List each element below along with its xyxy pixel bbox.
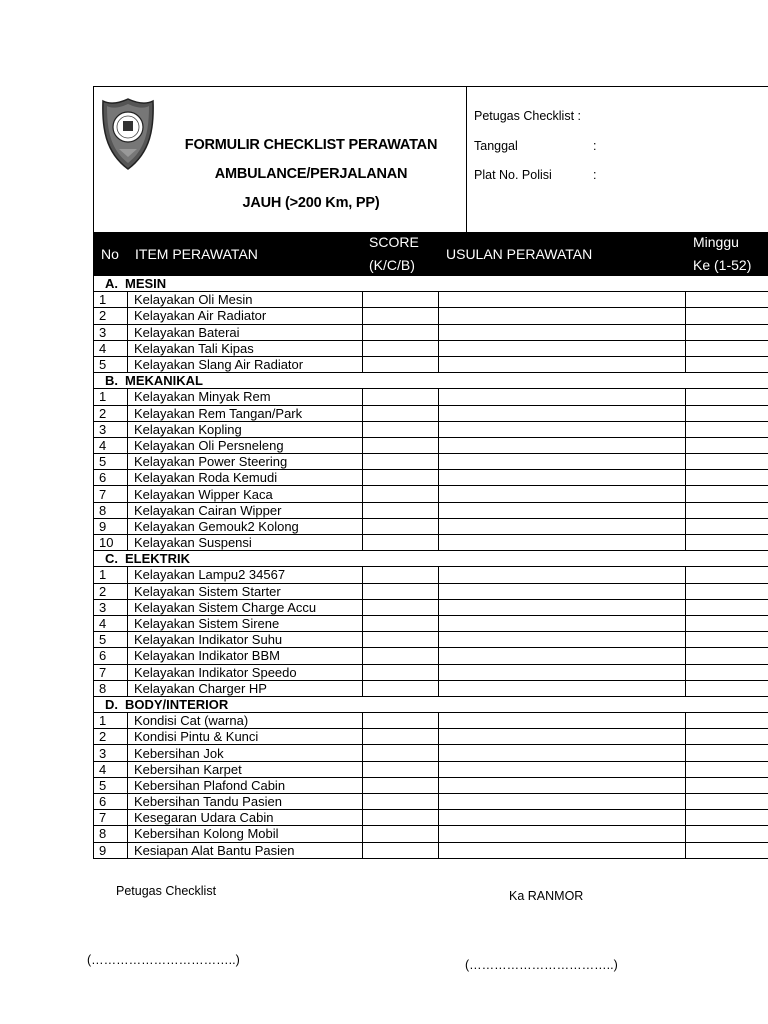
police-shield-emblem-icon [101, 97, 155, 171]
item-name: Kondisi Pintu & Kunci [128, 729, 363, 745]
header-divider [466, 87, 467, 232]
score-cell[interactable] [363, 794, 439, 810]
item-name: Kelayakan Gemouk2 Kolong [128, 518, 363, 534]
section-letter: A. [105, 276, 118, 292]
usulan-cell[interactable] [439, 405, 686, 421]
item-name: Kesegaran Udara Cabin [128, 810, 363, 826]
minggu-cell[interactable] [686, 842, 768, 858]
section-name: ELEKTRIK [125, 551, 190, 567]
usulan-cell[interactable] [439, 518, 686, 534]
row-number: 1 [94, 567, 128, 583]
score-cell[interactable] [363, 292, 439, 308]
usulan-cell[interactable] [439, 729, 686, 745]
score-cell[interactable] [363, 470, 439, 486]
usulan-cell[interactable] [439, 794, 686, 810]
column-minggu-sub: Ke (1-52) [693, 257, 752, 273]
minggu-cell[interactable] [686, 729, 768, 745]
column-usulan: USULAN PERAWATAN [446, 246, 593, 262]
form-title-line: JAUH (>200 Km, PP) [242, 195, 380, 211]
minggu-cell[interactable] [686, 761, 768, 777]
section-name: MESIN [125, 276, 167, 292]
section-letter: C. [105, 551, 118, 567]
usulan-cell[interactable] [439, 324, 686, 340]
checklist-table [93, 275, 768, 859]
checklist-form [93, 86, 768, 859]
table-row [94, 389, 768, 405]
score-cell[interactable] [363, 615, 439, 631]
row-number: 4 [94, 761, 128, 777]
usulan-cell[interactable] [439, 421, 686, 437]
table-row [94, 729, 768, 745]
table-row [94, 599, 768, 615]
minggu-cell[interactable] [686, 340, 768, 356]
usulan-cell[interactable] [439, 777, 686, 793]
item-name: Kondisi Cat (warna) [128, 713, 363, 729]
score-cell[interactable] [363, 745, 439, 761]
usulan-cell[interactable] [439, 842, 686, 858]
section-title [94, 276, 768, 292]
score-cell[interactable] [363, 648, 439, 664]
usulan-cell[interactable] [439, 680, 686, 696]
score-cell[interactable] [363, 421, 439, 437]
table-row [94, 324, 768, 340]
minggu-cell[interactable] [686, 713, 768, 729]
row-number: 8 [94, 680, 128, 696]
item-name: Kebersihan Kolong Mobil [128, 826, 363, 842]
row-number: 3 [94, 421, 128, 437]
row-number: 2 [94, 405, 128, 421]
usulan-cell[interactable] [439, 713, 686, 729]
column-item: ITEM PERAWATAN [135, 246, 258, 262]
form-title-line: AMBULANCE/PERJALANAN [214, 166, 408, 182]
table-row [94, 583, 768, 599]
petugas-field [474, 109, 581, 139]
score-cell[interactable] [363, 761, 439, 777]
table-row [94, 761, 768, 777]
table-row [94, 777, 768, 793]
item-name: Kebersihan Jok [128, 745, 363, 761]
usulan-cell[interactable] [439, 292, 686, 308]
table-row [94, 308, 768, 324]
score-cell[interactable] [363, 680, 439, 696]
table-row [94, 810, 768, 826]
item-name: Kelayakan Sistem Starter [128, 583, 363, 599]
minggu-cell[interactable] [686, 405, 768, 421]
minggu-cell[interactable] [686, 324, 768, 340]
row-number: 9 [94, 518, 128, 534]
item-name: Kelayakan Slang Air Radiator [128, 356, 363, 372]
score-cell[interactable] [363, 324, 439, 340]
table-row [94, 437, 768, 453]
score-cell[interactable] [363, 777, 439, 793]
signature-label-ranmor: Ka RANMOR [509, 889, 584, 903]
row-number: 5 [94, 356, 128, 372]
row-number: 7 [94, 486, 128, 502]
section-row [94, 276, 768, 292]
item-name: Kelayakan Cairan Wipper [128, 502, 363, 518]
row-number: 8 [94, 502, 128, 518]
field-colon: : [593, 168, 597, 182]
item-name: Kelayakan Indikator Suhu [128, 632, 363, 648]
score-cell[interactable] [363, 826, 439, 842]
section-row [94, 551, 768, 567]
score-cell[interactable] [363, 583, 439, 599]
table-header [93, 233, 768, 275]
minggu-cell[interactable] [686, 567, 768, 583]
item-name: Kesiapan Alat Bantu Pasien [128, 842, 363, 858]
minggu-cell[interactable] [686, 486, 768, 502]
row-number: 2 [94, 729, 128, 745]
signature-line-ranmor: (……………………………..) [465, 958, 618, 972]
minggu-cell[interactable] [686, 826, 768, 842]
minggu-cell[interactable] [686, 599, 768, 615]
form-info-fields [474, 109, 597, 198]
usulan-cell[interactable] [439, 356, 686, 372]
score-cell[interactable] [363, 599, 439, 615]
item-name: Kebersihan Tandu Pasien [128, 794, 363, 810]
table-row [94, 648, 768, 664]
row-number: 3 [94, 745, 128, 761]
minggu-cell[interactable] [686, 389, 768, 405]
minggu-cell[interactable] [686, 502, 768, 518]
usulan-cell[interactable] [439, 486, 686, 502]
score-cell[interactable] [363, 308, 439, 324]
score-cell[interactable] [363, 502, 439, 518]
item-name: Kelayakan Indikator Speedo [128, 664, 363, 680]
minggu-cell[interactable] [686, 292, 768, 308]
score-cell[interactable] [363, 535, 439, 551]
usulan-cell[interactable] [439, 502, 686, 518]
section-letter: B. [105, 373, 118, 389]
table-row [94, 340, 768, 356]
field-label: Plat No. Polisi [474, 168, 552, 182]
row-number: 1 [94, 389, 128, 405]
table-row [94, 680, 768, 696]
row-number: 6 [94, 794, 128, 810]
usulan-cell[interactable] [439, 567, 686, 583]
row-number: 6 [94, 470, 128, 486]
score-cell[interactable] [363, 713, 439, 729]
table-row [94, 518, 768, 534]
row-number: 6 [94, 648, 128, 664]
item-name: Kelayakan Roda Kemudi [128, 470, 363, 486]
row-number: 7 [94, 664, 128, 680]
table-row [94, 502, 768, 518]
item-name: Kebersihan Karpet [128, 761, 363, 777]
signature-line-petugas: (……………………………..) [87, 953, 240, 967]
minggu-cell[interactable] [686, 664, 768, 680]
item-name: Kelayakan Minyak Rem [128, 389, 363, 405]
minggu-cell[interactable] [686, 437, 768, 453]
section-name: MEKANIKAL [125, 373, 203, 389]
table-row [94, 421, 768, 437]
section-title [94, 551, 768, 567]
item-name: Kelayakan Oli Mesin [128, 292, 363, 308]
row-number: 4 [94, 437, 128, 453]
score-cell[interactable] [363, 518, 439, 534]
score-cell[interactable] [363, 389, 439, 405]
score-cell[interactable] [363, 405, 439, 421]
minggu-cell[interactable] [686, 583, 768, 599]
minggu-cell[interactable] [686, 632, 768, 648]
score-cell[interactable] [363, 437, 439, 453]
usulan-cell[interactable] [439, 389, 686, 405]
usulan-cell[interactable] [439, 340, 686, 356]
usulan-cell[interactable] [439, 761, 686, 777]
minggu-cell[interactable] [686, 535, 768, 551]
row-number: 1 [94, 713, 128, 729]
item-name: Kelayakan Sistem Charge Accu [128, 599, 363, 615]
usulan-cell[interactable] [439, 437, 686, 453]
item-name: Kelayakan Rem Tangan/Park [128, 405, 363, 421]
usulan-cell[interactable] [439, 308, 686, 324]
row-number: 4 [94, 340, 128, 356]
table-row [94, 664, 768, 680]
minggu-cell[interactable] [686, 648, 768, 664]
row-number: 5 [94, 632, 128, 648]
minggu-cell[interactable] [686, 454, 768, 470]
item-name: Kelayakan Kopling [128, 421, 363, 437]
usulan-cell[interactable] [439, 470, 686, 486]
score-cell[interactable] [363, 810, 439, 826]
column-score: SCORE [369, 234, 419, 250]
section-name: BODY/INTERIOR [125, 696, 229, 712]
item-name: Kelayakan Air Radiator [128, 308, 363, 324]
table-row [94, 745, 768, 761]
score-cell[interactable] [363, 842, 439, 858]
item-name: Kelayakan Sistem Sirene [128, 615, 363, 631]
score-cell[interactable] [363, 664, 439, 680]
minggu-cell[interactable] [686, 356, 768, 372]
row-number: 7 [94, 810, 128, 826]
usulan-cell[interactable] [439, 648, 686, 664]
item-name: Kelayakan Power Steering [128, 454, 363, 470]
item-name: Kebersihan Plafond Cabin [128, 777, 363, 793]
minggu-cell[interactable] [686, 421, 768, 437]
plat-no-field [474, 168, 597, 198]
usulan-cell[interactable] [439, 664, 686, 680]
score-cell[interactable] [363, 632, 439, 648]
section-title [94, 696, 768, 712]
minggu-cell[interactable] [686, 470, 768, 486]
score-cell[interactable] [363, 454, 439, 470]
table-row [94, 356, 768, 372]
table-row [94, 535, 768, 551]
table-row [94, 567, 768, 583]
usulan-cell[interactable] [439, 615, 686, 631]
table-row [94, 826, 768, 842]
table-row [94, 470, 768, 486]
table-row [94, 632, 768, 648]
table-row [94, 454, 768, 470]
row-number: 9 [94, 842, 128, 858]
minggu-cell[interactable] [686, 777, 768, 793]
column-no: No [101, 246, 119, 262]
row-number: 5 [94, 454, 128, 470]
usulan-cell[interactable] [439, 745, 686, 761]
table-row [94, 405, 768, 421]
row-number: 4 [94, 615, 128, 631]
table-row [94, 486, 768, 502]
row-number: 8 [94, 826, 128, 842]
minggu-cell[interactable] [686, 615, 768, 631]
minggu-cell[interactable] [686, 680, 768, 696]
score-cell[interactable] [363, 567, 439, 583]
table-row [94, 615, 768, 631]
row-number: 10 [94, 535, 128, 551]
usulan-cell[interactable] [439, 599, 686, 615]
usulan-cell[interactable] [439, 810, 686, 826]
item-name: Kelayakan Lampu2 34567 [128, 567, 363, 583]
score-cell[interactable] [363, 729, 439, 745]
table-row [94, 842, 768, 858]
field-label: Tanggal [474, 138, 518, 153]
section-row [94, 373, 768, 389]
minggu-cell[interactable] [686, 794, 768, 810]
column-minggu: Minggu [693, 234, 739, 250]
table-row [94, 292, 768, 308]
table-row [94, 794, 768, 810]
field-colon: : [593, 138, 597, 153]
item-name: Kelayakan Tali Kipas [128, 340, 363, 356]
minggu-cell[interactable] [686, 308, 768, 324]
minggu-cell[interactable] [686, 810, 768, 826]
row-number: 5 [94, 777, 128, 793]
form-title-line: FORMULIR CHECKLIST PERAWATAN [184, 137, 438, 153]
column-score-sub: (K/C/B) [369, 257, 415, 273]
score-cell[interactable] [363, 356, 439, 372]
item-name: Kelayakan Indikator BBM [128, 648, 363, 664]
score-cell[interactable] [363, 340, 439, 356]
item-name: Kelayakan Suspensi [128, 535, 363, 551]
item-name: Kelayakan Charger HP [128, 680, 363, 696]
item-name: Kelayakan Baterai [128, 324, 363, 340]
tanggal-field [474, 138, 597, 169]
section-row [94, 696, 768, 712]
table-row [94, 713, 768, 729]
row-number: 1 [94, 292, 128, 308]
minggu-cell[interactable] [686, 518, 768, 534]
minggu-cell[interactable] [686, 745, 768, 761]
item-name: Kelayakan Oli Persneleng [128, 437, 363, 453]
usulan-cell[interactable] [439, 632, 686, 648]
form-header [93, 86, 768, 233]
signature-label-petugas: Petugas Checklist [116, 884, 217, 898]
item-name: Kelayakan Wipper Kaca [128, 486, 363, 502]
usulan-cell[interactable] [439, 583, 686, 599]
usulan-cell[interactable] [439, 826, 686, 842]
score-cell[interactable] [363, 486, 439, 502]
section-letter: D. [105, 696, 118, 712]
field-label: Petugas Checklist : [474, 109, 581, 123]
usulan-cell[interactable] [439, 535, 686, 551]
row-number: 2 [94, 583, 128, 599]
row-number: 2 [94, 308, 128, 324]
form-title [156, 131, 466, 218]
row-number: 3 [94, 599, 128, 615]
usulan-cell[interactable] [439, 454, 686, 470]
row-number: 3 [94, 324, 128, 340]
section-title [94, 373, 768, 389]
